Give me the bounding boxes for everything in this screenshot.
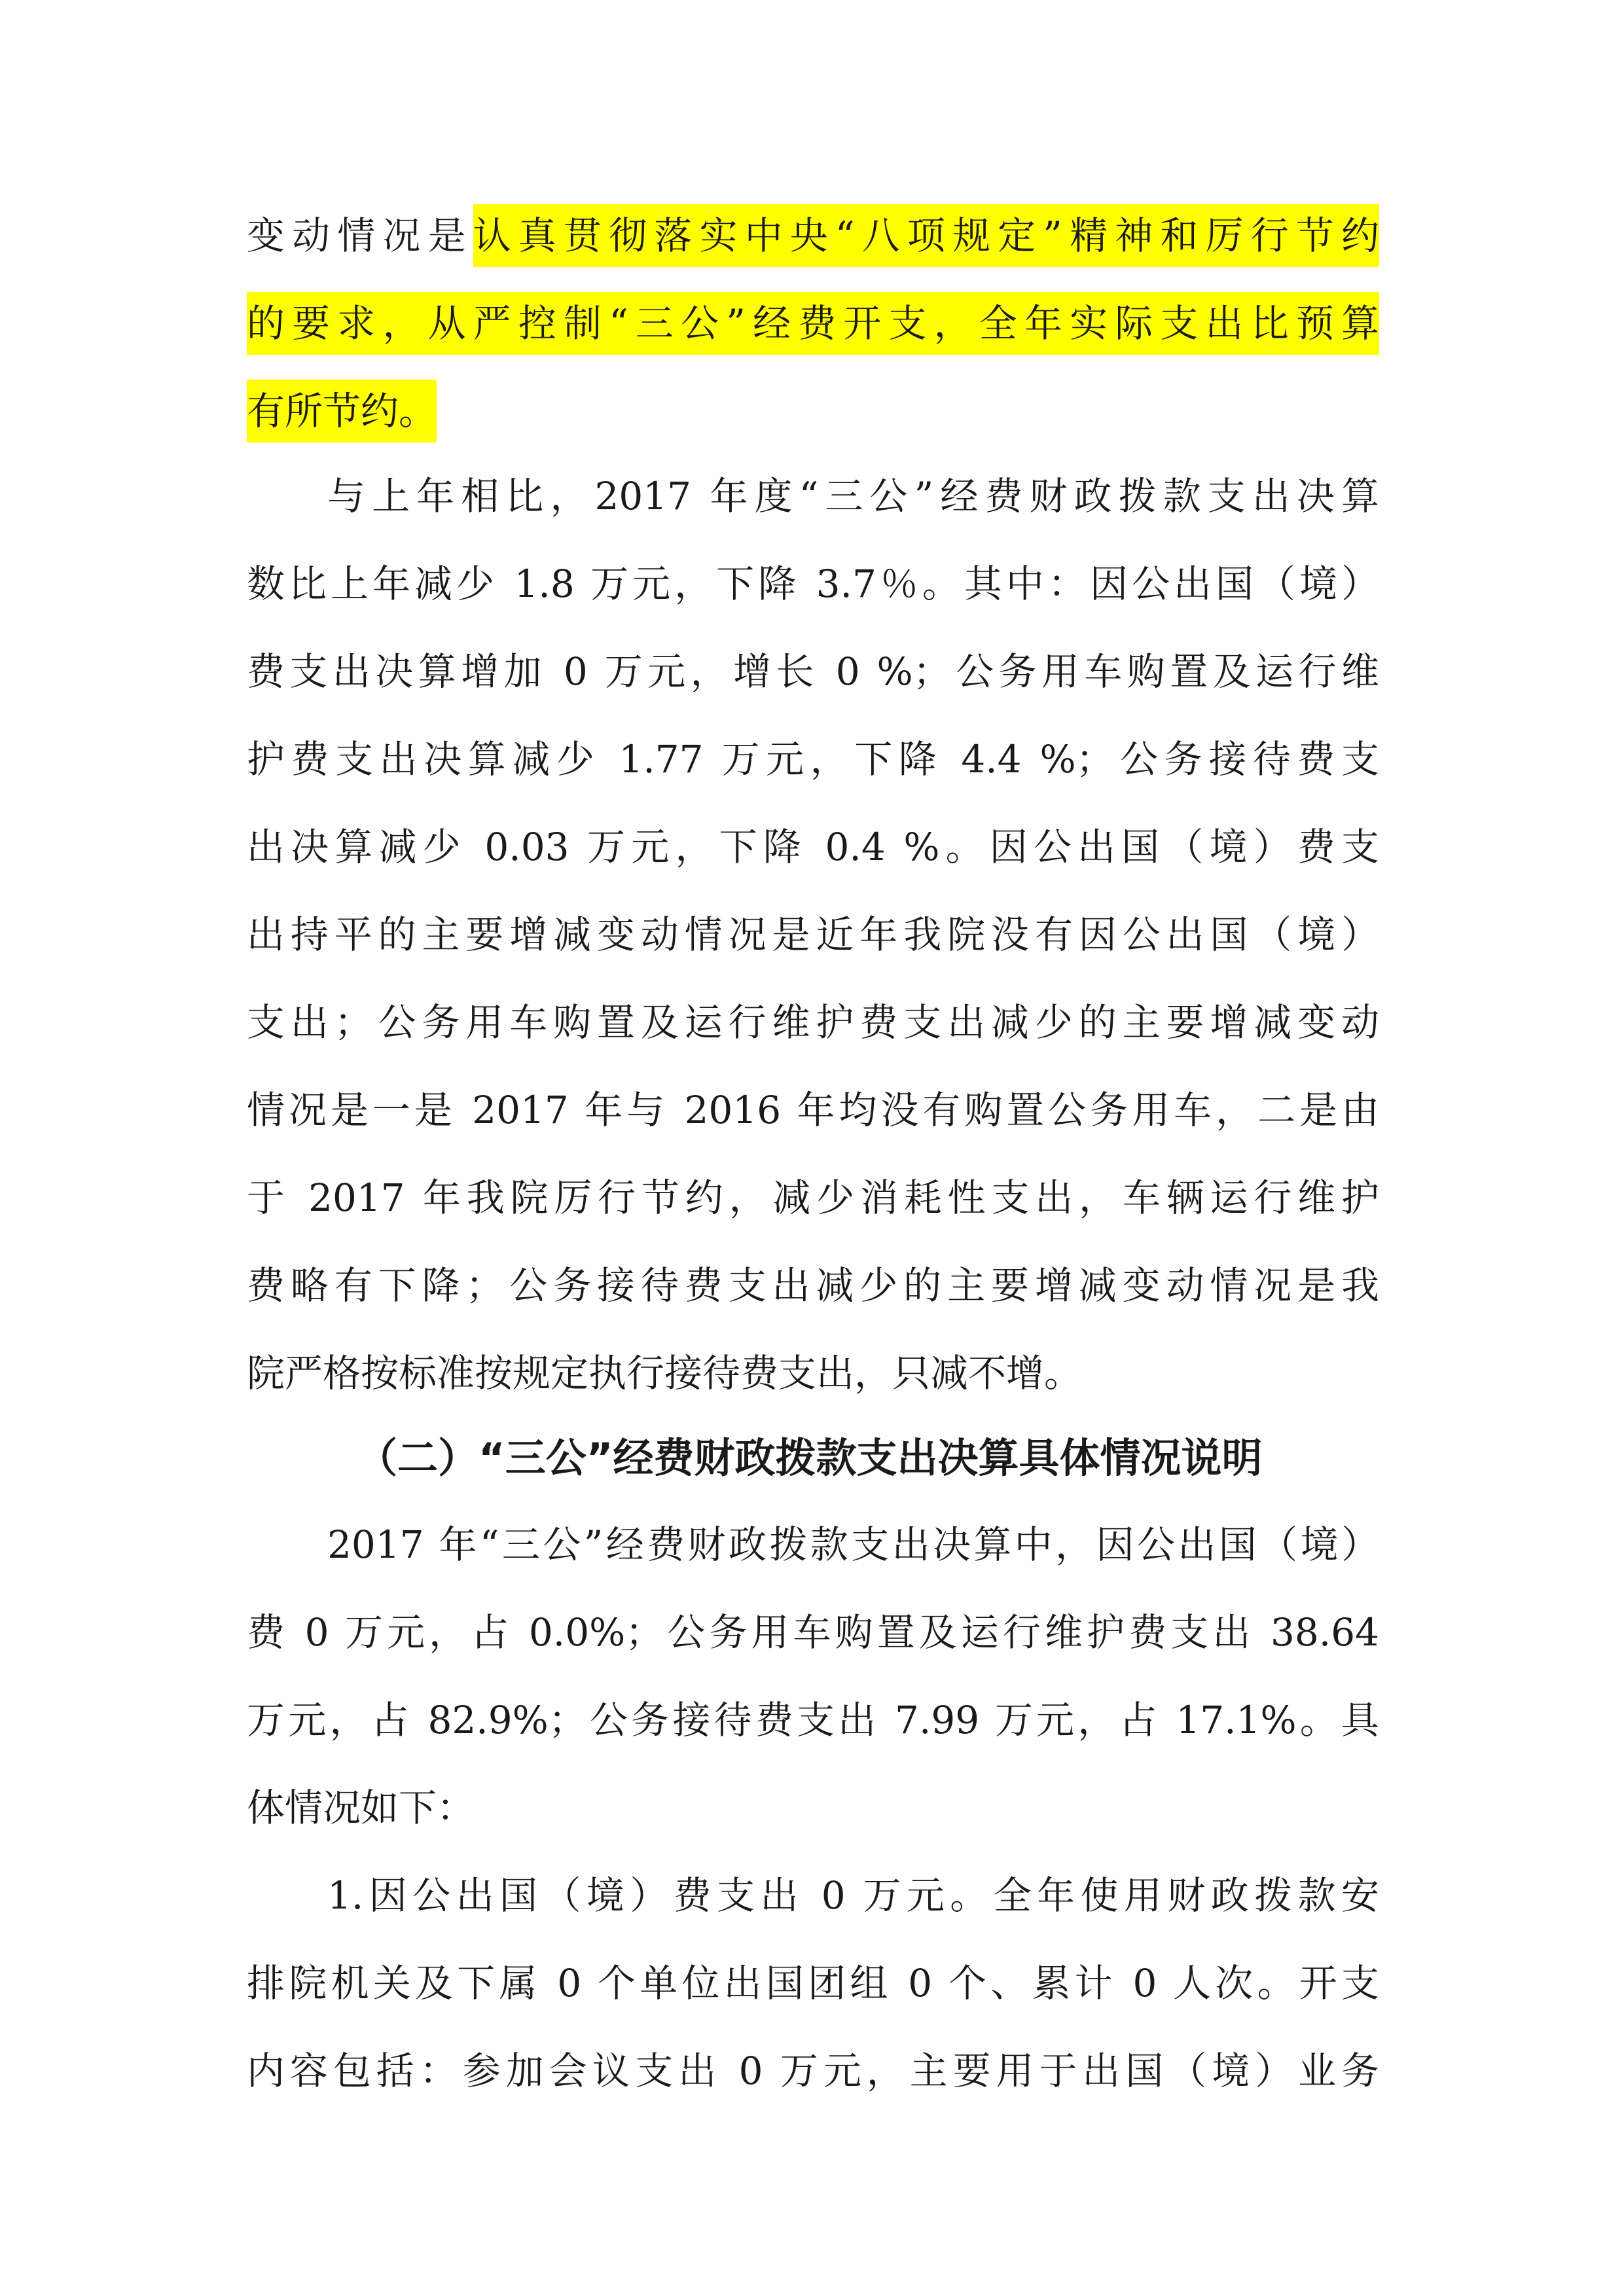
paragraph-3-line-1: 2017 年“三公”经费财政拨款支出决算中，因公出国（境） xyxy=(327,1522,1379,1567)
paragraph-2-line-4: 护费支出决算减少 1.77 万元，下降 4.4 %；公务接待费支 xyxy=(247,737,1379,781)
paragraph-1-line-3 xyxy=(247,380,1379,442)
paragraph-2-line-11: 院严格按标准按规定执行接待费支出，只减不增。 xyxy=(247,1351,1083,1395)
paragraph-4-line-3: 内容包括：参加会议支出 0 万元，主要用于出国（境）业务 xyxy=(247,2049,1379,2093)
paragraph-2-line-7: 支出；公务用车购置及运行维护费支出减少的主要增减变动 xyxy=(247,1000,1379,1045)
paragraph-3-line-3: 万元，占 82.9%；公务接待费支出 7.99 万元，占 17.1%。具 xyxy=(247,1698,1379,1742)
paragraph-3-line-4: 体情况如下： xyxy=(247,1785,475,1830)
paragraph-1-line-1 xyxy=(247,204,1379,267)
section-heading: （二）“三公”经费财政拨款支出决算具体情况说明 xyxy=(357,1434,1263,1482)
paragraph-1-line-2 xyxy=(247,292,1379,355)
paragraph-2-line-10: 费略有下降；公务接待费支出减少的主要增减变动情况是我 xyxy=(247,1263,1379,1308)
paragraph-1-line-1-highlight: 认真贯彻落实中央“八项规定”精神和厉行节约 xyxy=(473,204,1379,267)
paragraph-2-line-9: 于 2017 年我院厉行节约，减少消耗性支出，车辆运行维护 xyxy=(247,1175,1379,1220)
paragraph-4-line-2: 排院机关及下属 0 个单位出国团组 0 个、累计 0 人次。开支 xyxy=(247,1961,1379,2005)
paragraph-1-line-3-highlight: 有所节约。 xyxy=(247,380,437,442)
paragraph-2-line-5: 出决算减少 0.03 万元，下降 0.4 %。因公出国（境）费支 xyxy=(247,825,1379,869)
paragraph-2-line-2: 数比上年减少 1.8 万元，下降 3.7％。其中：因公出国（境） xyxy=(247,562,1379,606)
paragraph-2-line-6: 出持平的主要增减变动情况是近年我院没有因公出国（境） xyxy=(247,912,1379,957)
paragraph-1-line-1-plain: 变动情况是 xyxy=(247,213,473,258)
paragraph-3-line-2: 费 0 万元，占 0.0%；公务用车购置及运行维护费支出 38.64 xyxy=(247,1610,1379,1655)
paragraph-2-line-3: 费支出决算增加 0 万元，增长 0 %；公务用车购置及运行维 xyxy=(247,649,1379,694)
paragraph-2-line-8: 情况是一是 2017 年与 2016 年均没有购置公务用车，二是由 xyxy=(247,1088,1379,1132)
paragraph-1-line-2-highlight: 的要求，从严控制“三公”经费开支，全年实际支出比预算 xyxy=(247,292,1379,355)
paragraph-2-line-1: 与上年相比，2017 年度“三公”经费财政拨款支出决算 xyxy=(327,474,1379,518)
paragraph-4-line-1: 1.因公出国（境）费支出 0 万元。全年使用财政拨款安 xyxy=(327,1873,1379,1918)
